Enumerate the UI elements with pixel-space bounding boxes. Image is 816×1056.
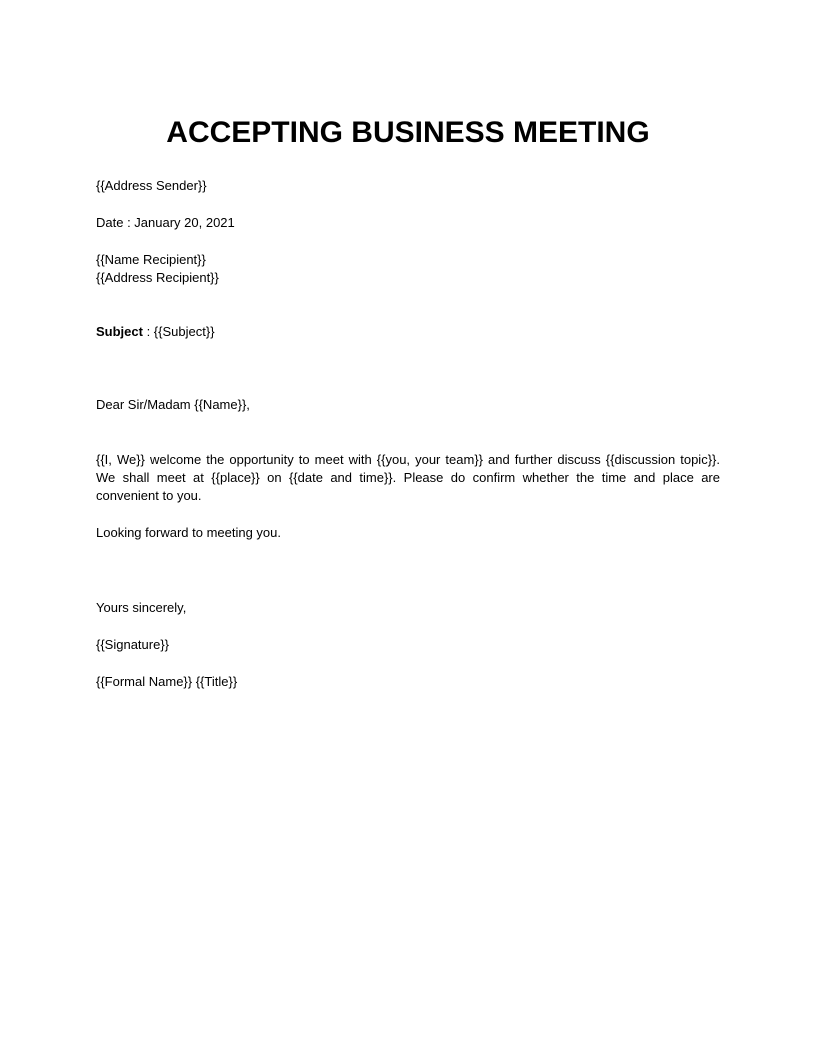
body-paragraph: {{I, We}} welcome the opportunity to meet with {{you, your team}} and further discuss {{discussion topic}}. We shall meet at {{place}} on {{date and time}}. Please do confirm whether the time and place are convenient to you. <box>96 452 720 503</box>
salutation: Dear Sir/Madam {{Name}}, <box>96 397 250 412</box>
subject-line <box>96 323 215 341</box>
formal-name-title: {{Formal Name}} {{Title}} <box>96 674 238 689</box>
sign-off: Yours sincerely, <box>96 600 187 615</box>
address-sender: {{Address Sender}} <box>96 178 207 193</box>
date-line: Date : January 20, 2021 <box>96 215 235 230</box>
subject-label: Subject <box>96 324 143 339</box>
subject-value: : {{Subject}} <box>142 324 215 339</box>
document-title: ACCEPTING BUSINESS MEETING <box>166 116 650 149</box>
signature: {{Signature}} <box>96 637 170 652</box>
closing-line: Looking forward to meeting you. <box>96 525 281 540</box>
name-recipient: {{Name Recipient}} <box>96 252 206 267</box>
address-recipient: {{Address Recipient}} <box>96 270 219 285</box>
